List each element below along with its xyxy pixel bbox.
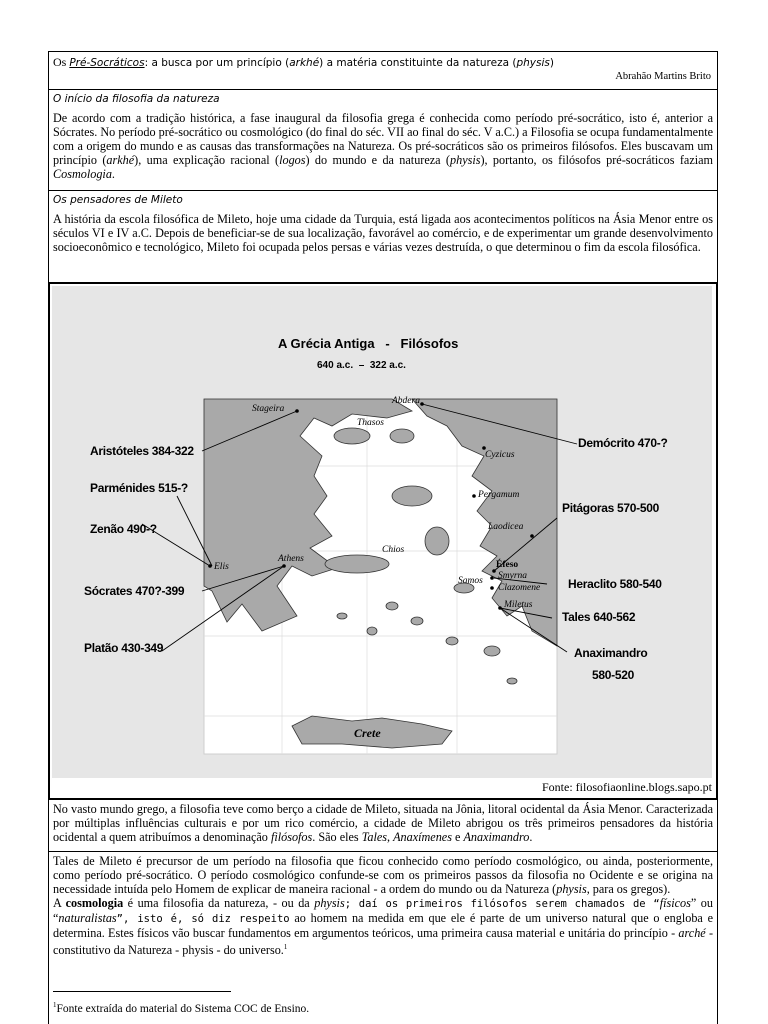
label-anaximandro: Anaximandro	[574, 646, 648, 660]
header-title: Os Pré-Socráticos: a busca por um princípio (arkhé) a matéria constituinte da natureza (physis)	[53, 55, 554, 69]
paragraph: No vasto mundo grego, a filosofia teve como berço a cidade de Mileto, situada na Jônia, litoral ocidental da Ásia Menor. Caracterizada por múltiplas influências culturais e por um rico comércio, a cidade de Mileto abrigou os três primeiros pensadores da história ocidental a quem atribuímos a denominação filósofos. São eles Tales, Anaxímenes e Anaximandro.	[53, 802, 713, 844]
section-tales	[48, 851, 718, 1024]
place-miletus: Miletus	[504, 600, 533, 610]
place-laodicea: Laodicea	[488, 522, 524, 532]
paragraph: De acordo com a tradição histórica, a fase inaugural da filosofia grega é conhecida como período pré-socrático, isto é, anterior a Sócrates. No período pré-socrático ou cosmológico (do final do séc. VII ao final do séc. V a.C.) a Filosofia se ocupa fundamentalmente com a origem do mundo e as causas das transformações na Natureza. Os pré-socráticos são os primeiros filósofos. Eles buscavam um princípio (arkhé), uma explicação racional (logos) do mundo e da natureza (physis), portanto, os filósofos pré-socráticos faziam Cosmologia.	[53, 111, 714, 181]
pre-socraticos-link[interactable]: Pré-Socráticos	[69, 57, 145, 69]
label-platao: Platão 430-349	[84, 641, 164, 655]
paragraph: A cosmologia é uma filosofia da natureza, - ou da physis; daí os primeiros filósofos serem chamados de “físicos” ou “naturalistas”, isto é, só diz respeito ao homem na medida em que ele é parte de um universo natural que o engloba e determina. Estes físicos vão buscar fundamentos em argumentos teóricos, uma primeira causa material e unitária do princípio - arché - constitutivo da Natureza - physis - do universo.$^1$	[53, 896, 714, 958]
author: Abrahão Martins Brito	[615, 71, 711, 82]
place-stageira: Stageira	[252, 404, 285, 414]
section-miletus	[48, 190, 718, 283]
label-democrito: Demócrito 470-?	[578, 436, 668, 450]
map-dates: 640 a.c. – 322 a.c.	[317, 360, 406, 371]
place-athens: Athens	[278, 554, 304, 564]
label-anaximandro-dates: 580-520	[592, 668, 634, 682]
place-samos: Samos	[458, 576, 483, 586]
label-parmenides: Parménides 515-?	[90, 481, 188, 495]
place-crete: Crete	[354, 726, 381, 740]
section-origin	[48, 89, 718, 191]
footnote: $^1$Fonte extraída do material do Sistema COC de Ensino.	[53, 1001, 310, 1015]
paragraph: Tales de Mileto é precursor de um período na filosofia que ficou conhecido como período cosmológico, ou ainda, posteriormente, como período pré-socrático. O período cosmológico confunde-se com os primeiros passos da filosofia no Ocidente e se origina na necessidade intuída pelo Homem de explicar de maneira racional - a ordem do mundo ou da Natureza (physis, para os gregos).	[53, 854, 713, 896]
map-box	[48, 282, 718, 800]
place-cyzicus: Cyzicus	[485, 450, 515, 460]
map-title: A Grécia Antiga - Filósofos	[278, 336, 459, 351]
label-zenao: Zenão 490-?	[90, 522, 157, 536]
place-pergamum: Pergamum	[478, 490, 520, 500]
place-chios: Chios	[382, 545, 405, 555]
label-socrates: Sócrates 470?-399	[84, 584, 185, 598]
header-box	[48, 51, 718, 90]
section-heading: Os pensadores de Mileto	[53, 194, 183, 206]
label-pitagoras: Pitágoras 570-500	[562, 501, 659, 515]
section-heading: O início da filosofia da natureza	[53, 93, 220, 105]
label-tales: Tales 640-562	[562, 610, 636, 624]
place-clazomene: Clazomene	[498, 583, 541, 593]
image-source: Fonte: filosofiaonline.blogs.sapo.pt	[542, 780, 712, 794]
section-cradle	[48, 799, 718, 852]
label-heraclito: Heraclito 580-540	[568, 577, 662, 591]
place-thasos: Thasos	[357, 418, 384, 428]
footnote-divider	[53, 991, 231, 992]
place-efeso: Éfeso	[496, 560, 519, 570]
place-abdera: Abdera	[392, 396, 420, 406]
map-figure	[52, 286, 712, 778]
label-aristoteles: Aristóteles 384-322	[90, 444, 194, 458]
place-smyrna: Smyrna	[498, 571, 528, 581]
paragraph: A história da escola filosófica de Mileto, hoje uma cidade da Turquia, está ligada aos acontecimentos políticos na Ásia Menor entre os séculos VI e IV a.C. Depois de beneficiar-se de sua localização, favorável ao comércio, e de experimentar um grande desenvolvimento socioeconômico e tecnológico, Mileto foi ocupada pelos persas e várias vezes destruída, o que determinou o fim da escola filosófica.	[53, 212, 713, 254]
place-elis: Elis	[214, 562, 229, 572]
